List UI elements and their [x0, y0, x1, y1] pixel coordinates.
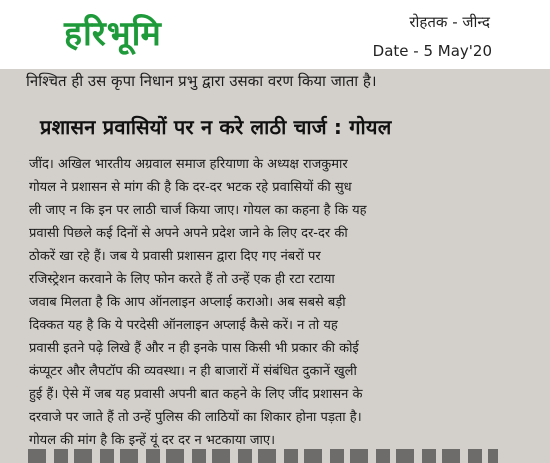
clipped-text-edge: [28, 449, 498, 463]
body-line: रजिस्ट्रेशन करवाने के लिए फोन करते हैं तो उन्हें एक ही रटा रटाया: [29, 272, 335, 287]
previous-article-line: निश्चित ही उस कृपा निधान प्रभु द्वारा उसका वरण किया जाता है।: [26, 72, 377, 90]
body-line: जींद। अखिल भारतीय अग्रवाल समाज हरियाणा के अध्यक्ष राजकुमार: [29, 157, 348, 172]
body-line: दरवाजे पर जाते हैं तो उन्हें पुलिस की लाठियों का शिकार होना पड़ता है।: [29, 410, 362, 425]
article-headline: प्रशासन प्रवासियों पर न करे लाठी चार्ज : गोयल: [40, 115, 392, 139]
article-body: [29, 153, 509, 452]
body-line: जवाब मिलता है कि आप ऑनलाइन अप्लाई कराओ। अब सबसे बड़ी: [29, 295, 346, 310]
body-line: दिक्कत यह है कि ये परदेसी ऑनलाइन अप्लाई कैसे करें। न तो यह: [29, 318, 338, 333]
body-line: प्रवासी इतने पढ़े लिखे हैं और न ही इनके पास किसी भी प्रकार की कोई: [29, 341, 359, 356]
body-line: कंप्यूटर और लैपटॉप की व्यवस्था। न ही बाजारों में संबंधित दुकानें खुली: [29, 364, 357, 379]
date-label: Date - 5 May'20: [372, 42, 492, 60]
body-line: ठोकरें खा रहे हैं। जब ये प्रवासी प्रशासन द्वारा दिए गए नंबरों पर: [29, 249, 321, 264]
body-line: प्रवासी पिछले कई दिनों से अपने अपने प्रदेश जाने के लिए दर-दर की: [29, 226, 348, 241]
body-line: गोयल की मांग है कि इन्हें यूं दर दर न भटकाया जाए।: [29, 433, 276, 448]
newspaper-clipping: [0, 69, 550, 463]
body-line: हुई हैं। ऐसे में जब यह प्रवासी अपनी बात कहने के लिए जींद प्रशासन के: [29, 387, 363, 402]
body-line: गोयल ने प्रशासन से मांग की है कि दर-दर भटक रहे प्रवासियों की सुध: [29, 180, 352, 195]
newspaper-logo: हरिभूमि: [64, 14, 162, 54]
body-line: ली जाए न कि इन पर लाठी चार्ज किया जाए। गोयल का कहना है कि यह: [29, 203, 367, 218]
newspaper-header: [0, 0, 550, 68]
edition-label: रोहतक - जीन्द: [409, 13, 490, 31]
